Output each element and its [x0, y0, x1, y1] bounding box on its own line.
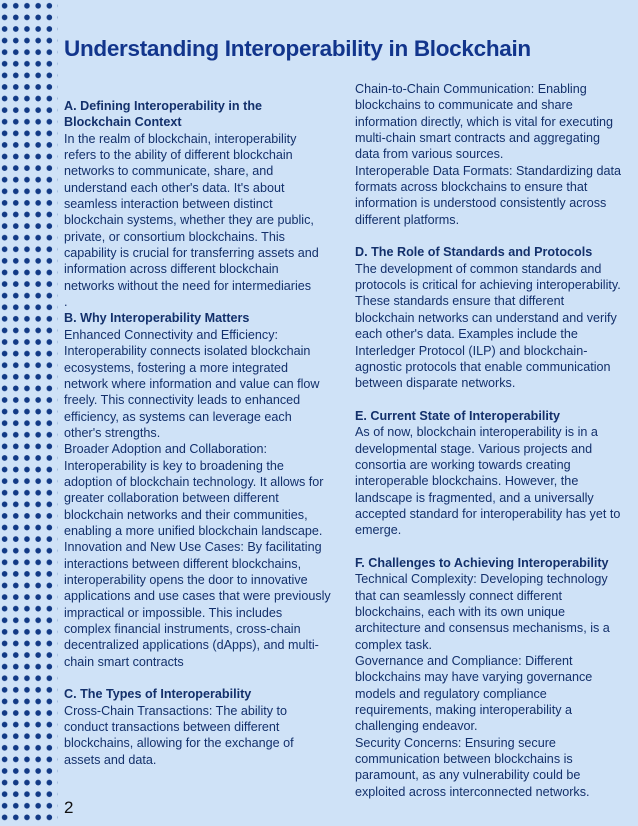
section-f-heading: F. Challenges to Achieving Interoperability	[355, 555, 609, 570]
section-f-paragraph-2: Governance and Compliance: Different blockchains may have varying governance models and regulatory compliance requirements, making interoperability a challenging endeavor.	[355, 654, 593, 734]
spacer	[64, 670, 332, 686]
spacer	[355, 392, 623, 408]
page-number: 2	[64, 798, 74, 817]
section-b-paragraph-3: Innovation and New Use Cases: By facilitating interactions between different blockchains, interoperability opens the door to innovative applications and use cases that were previously impractical or impossible. This includes complex financial instruments, cross-chain decentralized applications (dApps), and multi-chain smart contracts	[64, 540, 331, 669]
spacer	[355, 539, 623, 555]
section-b-paragraph-1: Enhanced Connectivity and Efficiency: Interoperability connects isolated blockchain ecosystems, fostering a more integrated network where information and value can flow freely. This connectivity leads to enhanced efficiency, as systems can leverage each other's strengths.	[64, 327, 320, 440]
right-column	[355, 81, 623, 800]
spacer	[355, 228, 623, 244]
left-column	[64, 98, 332, 768]
section-e-body: As of now, blockchain interoperability is in a developmental stage. Various projects and consortia are working towards creating interoperable blockchains. However, the landscape is fragmented, and a universally accepted standard for interoperability has yet to emerge.	[355, 425, 621, 538]
section-c-paragraph-3: Interoperable Data Formats: Standardizing data formats across blockchains to ensure that information is understood consistently across different platforms.	[355, 163, 622, 227]
section-b-heading: B. Why Interoperability Matters	[64, 311, 250, 326]
section-c-paragraph-2: Chain-to-Chain Communication: Enabling blockchains to communicate and share information directly, which is vital for executing multi-chain smart contracts and aggregating data from various sources.	[355, 82, 614, 162]
section-a-heading: A. Defining Interoperability in the Blockchain Context	[64, 99, 263, 130]
page-title: Understanding Interoperability in Blockchain	[64, 36, 531, 61]
section-e-heading: E. Current State of Interoperability	[355, 408, 561, 423]
section-f-paragraph-3: Security Concerns: Ensuring secure communication between blockchains is paramount, as any vulnerability could be exploited across interconnected networks.	[355, 735, 590, 799]
section-c-paragraph-1: Cross-Chain Transactions: The ability to conduct transactions between different blockchains, allowing for the exchange of assets and data.	[64, 703, 294, 767]
section-b-paragraph-2: Broader Adoption and Collaboration: Interoperability is key to broadening the adoption of blockchain technology. It allows for greater collaboration between different blockchain networks and their communities, enabling a more unified blockchain landscape.	[64, 442, 324, 538]
section-c-heading: C. The Types of Interoperability	[64, 687, 252, 702]
section-d-body: The development of common standards and protocols is critical for achieving interoperability. These standards ensure that different blockchain networks can understand and verify each other's data. Examples include the Interledger Protocol (ILP) and blockchain-agnostic protocols that enable communication between disparate networks.	[355, 261, 621, 391]
section-d-heading: D. The Role of Standards and Protocols	[355, 245, 593, 260]
section-a-body: In the realm of blockchain, interoperability refers to the ability of different blockchain networks to communicate, share, and understand each other's data. It's about seamless interaction between distinct blockchain systems, whether they are public, private, or consortium blockchains. This capability is crucial for transferring assets and information across different blockchain networks without the need for intermediaries	[64, 131, 319, 293]
section-a-stray-mark: .	[64, 295, 68, 310]
dot-pattern-decoration	[0, 0, 58, 826]
section-f-paragraph-1: Technical Complexity: Developing technology that can seamlessly connect different blockchains, each with its own unique architecture and consensus mechanisms, is a complex task.	[355, 572, 610, 652]
